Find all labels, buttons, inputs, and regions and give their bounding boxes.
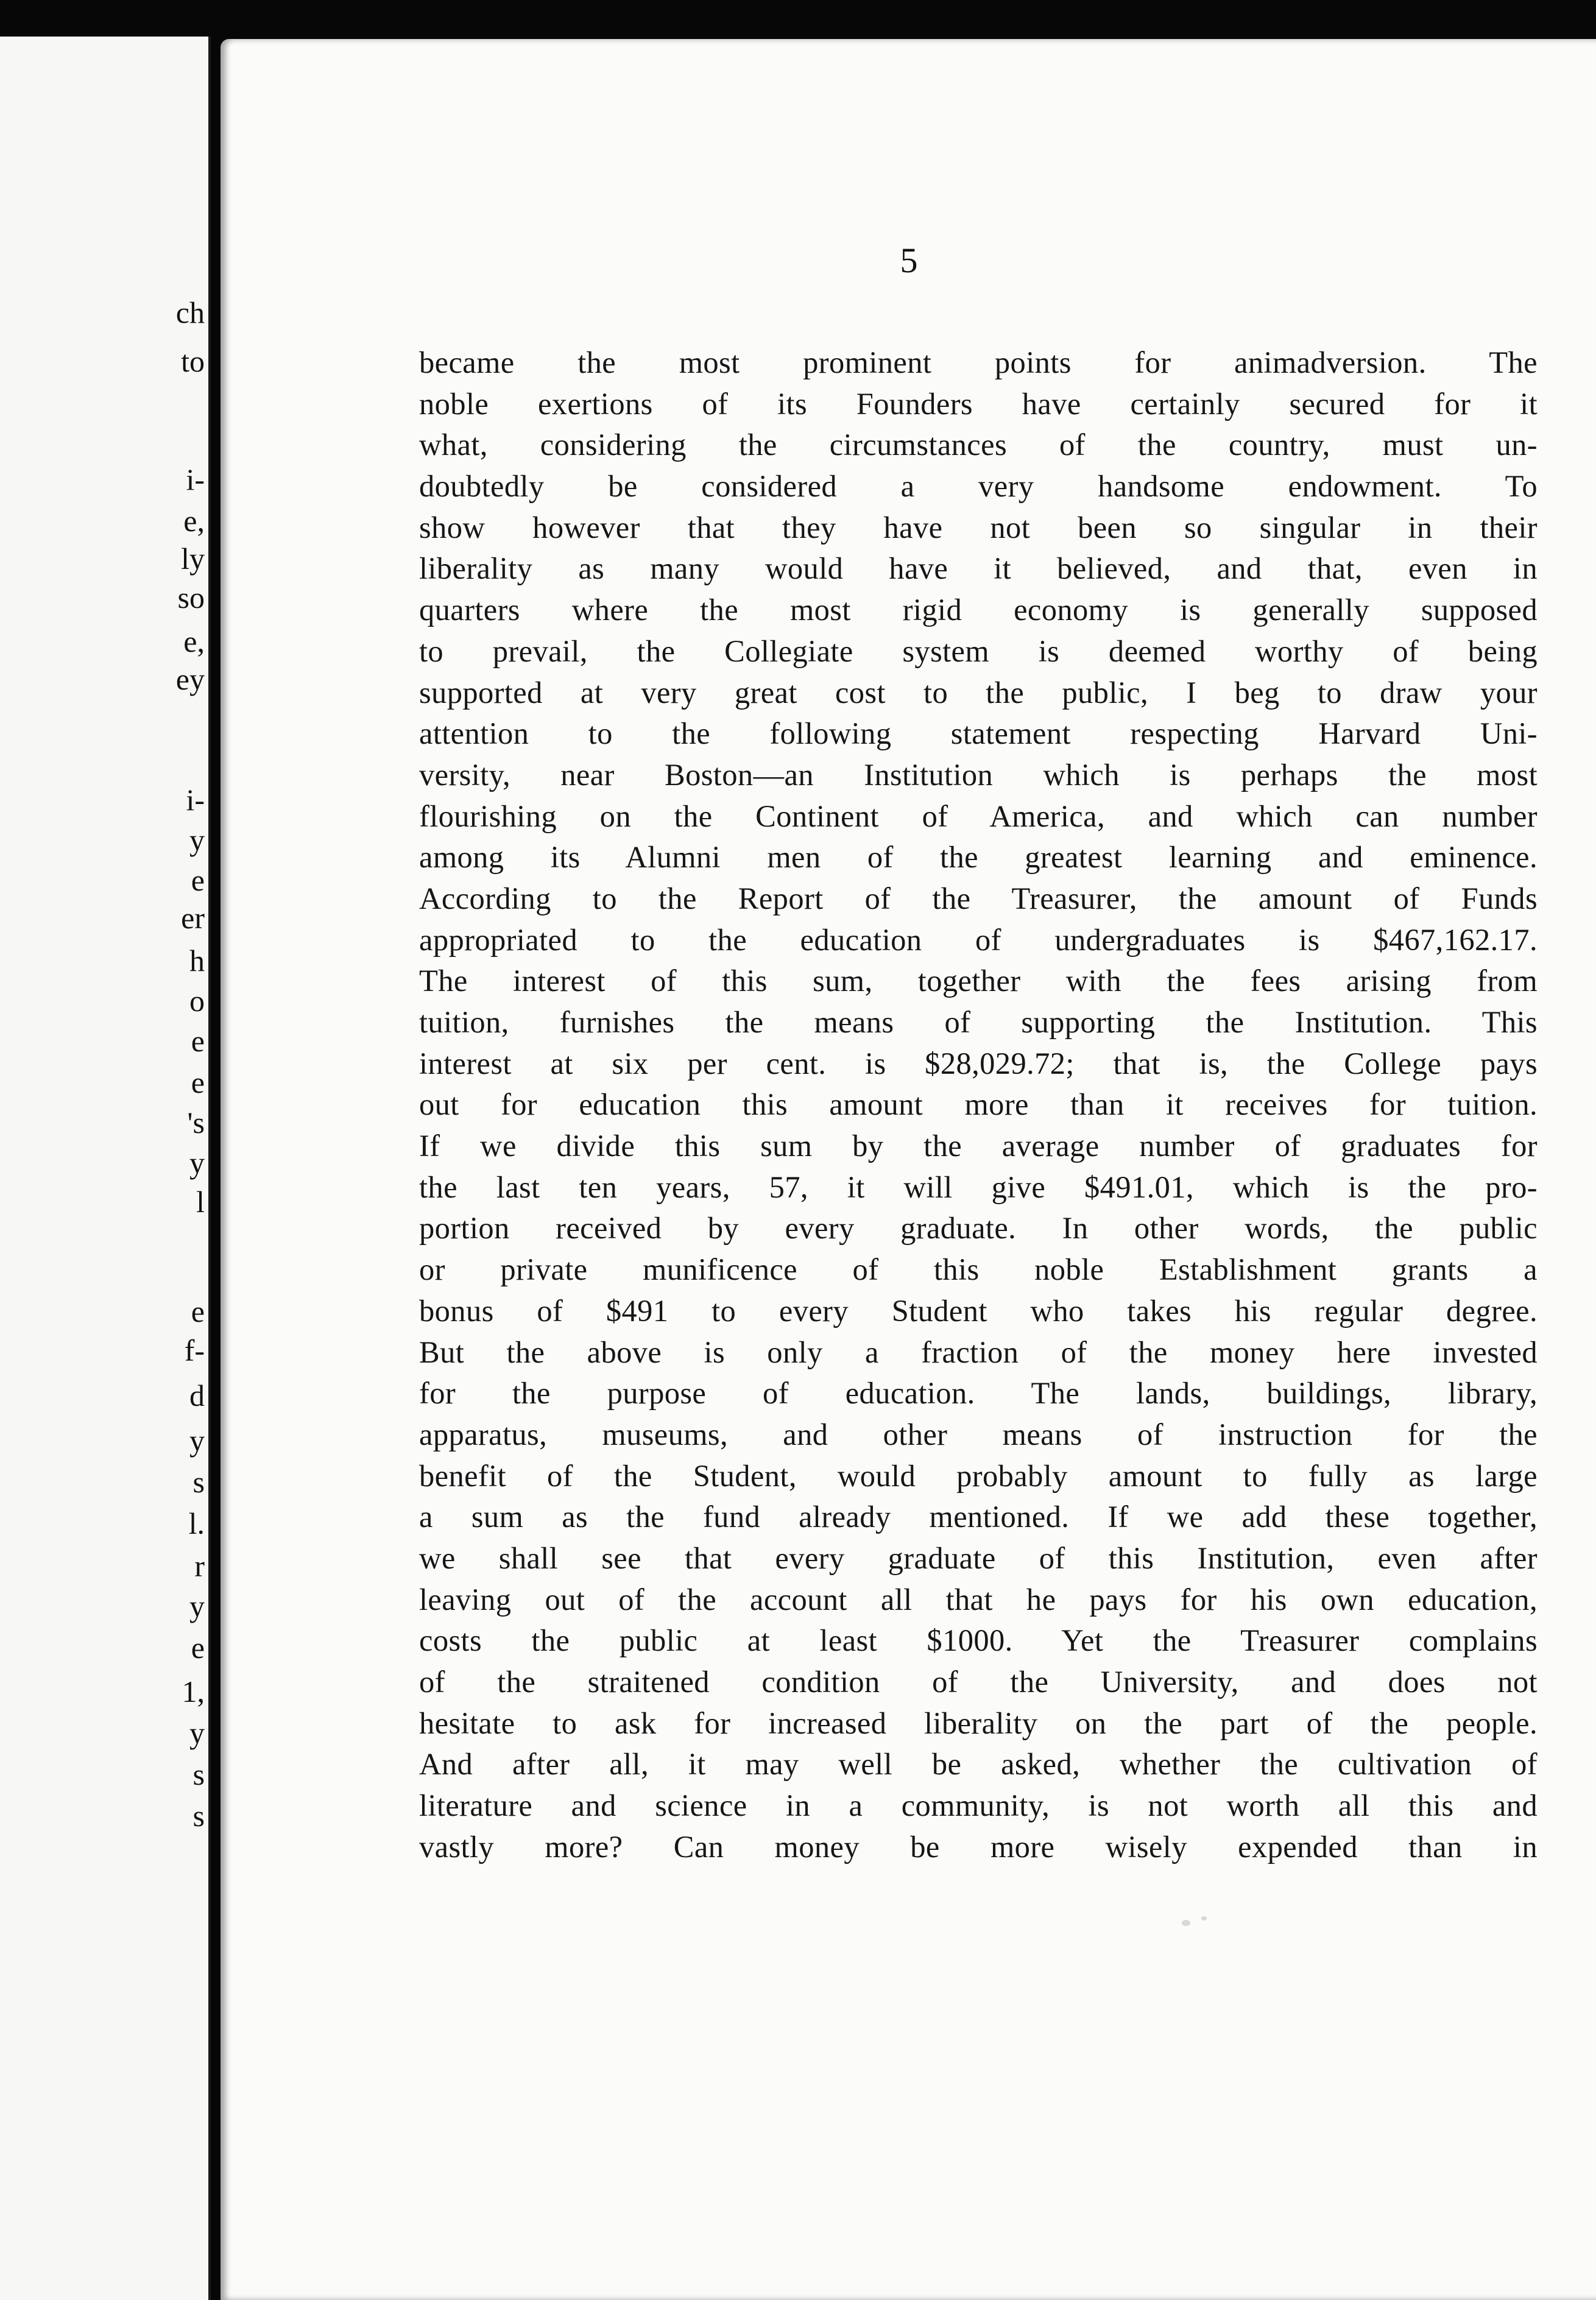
text-line: quarters where the most rigid economy is generally supposed [419, 593, 1538, 627]
facing-page-left [0, 37, 211, 2300]
text-line: noble exertions of its Founders have certainly secured for it [419, 386, 1538, 421]
facing-page-fragment: f- [184, 1333, 205, 1367]
facing-page-fragment: d [189, 1378, 205, 1413]
facing-page-fragment: i- [186, 783, 205, 817]
text-line: literature and science in a community, is not worth all this and [419, 1788, 1538, 1823]
text-line: benefit of the Student, would probably amount to fully as large [419, 1458, 1538, 1493]
text-line: interest at six per cent. is $28,029.72; that is, the College pays [419, 1046, 1538, 1081]
text-line: flourishing on the Continent of America, and which can number [419, 799, 1538, 833]
facing-page-fragment: e, [183, 504, 205, 538]
text-line: what, considering the circumstances of the country, must un- [419, 428, 1538, 462]
facing-page-fragment: to [181, 344, 205, 378]
facing-page-fragment: e [191, 1065, 205, 1099]
facing-page-fragment: s [192, 1465, 205, 1499]
facing-page-fragment: l. [188, 1506, 205, 1540]
facing-page-fragment: 1, [182, 1674, 205, 1709]
text-line: liberality as many would have it believed, and that, even in [419, 551, 1538, 586]
text-line: The interest of this sum, together with the fees arising from [419, 964, 1538, 998]
text-line: versity, near Boston—an Institution which is perhaps the most [419, 757, 1538, 792]
text-line: hesitate to ask for increased liberality on the part of the people. [419, 1706, 1538, 1740]
text-line: attention to the following statement respecting Harvard Uni- [419, 716, 1538, 751]
page-number: 5 [900, 241, 918, 280]
facing-page-fragment: y [189, 1716, 205, 1750]
facing-page-fragment: h [189, 944, 205, 978]
text-line: portion received by every graduate. In other words, the public [419, 1211, 1538, 1246]
facing-page-fragment: e [191, 863, 205, 897]
facing-page-fragment: e [191, 1631, 205, 1665]
facing-page-text-fragments [132, 37, 205, 2300]
facing-page-fragment: e [191, 1294, 205, 1328]
facing-page-fragment: y [189, 1423, 205, 1458]
facing-page-fragment: s [192, 1799, 205, 1833]
text-line: became the most prominent points for animadversion. The [419, 345, 1538, 379]
text-line: for the purpose of education. The lands, buildings, library, [419, 1376, 1538, 1411]
text-line: bonus of $491 to every Student who takes his regular degree. [419, 1293, 1538, 1328]
text-line: supported at very great cost to the public, I beg to draw your [419, 675, 1538, 710]
facing-page-fragment: ey [175, 662, 205, 696]
text-line: a sum as the fund already mentioned. If we add these together, [419, 1500, 1538, 1534]
facing-page-fragment: er [181, 901, 205, 935]
book-page [221, 39, 1596, 2300]
text-line: out for education this amount more than it receives for tuition. [419, 1087, 1538, 1122]
text-line: appropriated to the education of undergraduates is $467,162.17. [419, 922, 1538, 957]
text-line: But the above is only a fraction of the money here invested [419, 1335, 1538, 1369]
text-line: vastly more? Can money be more wisely expended than in [419, 1829, 1538, 1864]
facing-page-fragment: s [192, 1757, 205, 1791]
text-line: we shall see that every graduate of this Institution, even after [419, 1540, 1538, 1575]
facing-page-fragment: ch [175, 295, 205, 330]
facing-page-fragment: ly [181, 541, 205, 576]
text-line: costs the public at least $1000. Yet the Treasurer complains [419, 1623, 1538, 1658]
text-line: According to the Report of the Treasurer, the amount of Funds [419, 881, 1538, 915]
facing-page-fragment: i- [186, 462, 205, 496]
text-line: or private munificence of this noble Establishment grants a [419, 1252, 1538, 1287]
facing-page-fragment: r [194, 1549, 205, 1583]
text-line: leaving out of the account all that he pays for his own education, [419, 1582, 1538, 1617]
paper-speck [1201, 1916, 1207, 1921]
text-line: to prevail, the Collegiate system is deemed worthy of being [419, 633, 1538, 668]
facing-page-fragment: so [177, 580, 205, 615]
facing-page-fragment: 's [187, 1106, 205, 1140]
text-line: apparatus, museums, and other means of instruction for the [419, 1417, 1538, 1452]
text-line: And after all, it may well be asked, whether the cultivation of [419, 1747, 1538, 1782]
facing-page-fragment: y [189, 823, 205, 857]
text-line: among its Alumni men of the greatest learning and eminence. [419, 840, 1538, 875]
facing-page-fragment: y [189, 1589, 205, 1623]
paper-speck [1182, 1920, 1190, 1926]
text-line: of the straitened condition of the University, and does not [419, 1665, 1538, 1699]
facing-page-fragment: e, [183, 624, 205, 658]
text-line: doubtedly be considered a very handsome endowment. To [419, 469, 1538, 504]
text-line: If we divide this sum by the average number of graduates for [419, 1129, 1538, 1163]
text-line: the last ten years, 57, it will give $491.01, which is the pro- [419, 1169, 1538, 1204]
facing-page-fragment: y [189, 1146, 205, 1180]
text-line: show however that they have not been so singular in their [419, 510, 1538, 545]
facing-page-fragment: e [191, 1024, 205, 1058]
text-line: tuition, furnishes the means of supporting the Institution. This [419, 1005, 1538, 1039]
body-text [419, 342, 1538, 1868]
facing-page-fragment: o [189, 984, 205, 1018]
facing-page-fragment: l [196, 1185, 205, 1219]
